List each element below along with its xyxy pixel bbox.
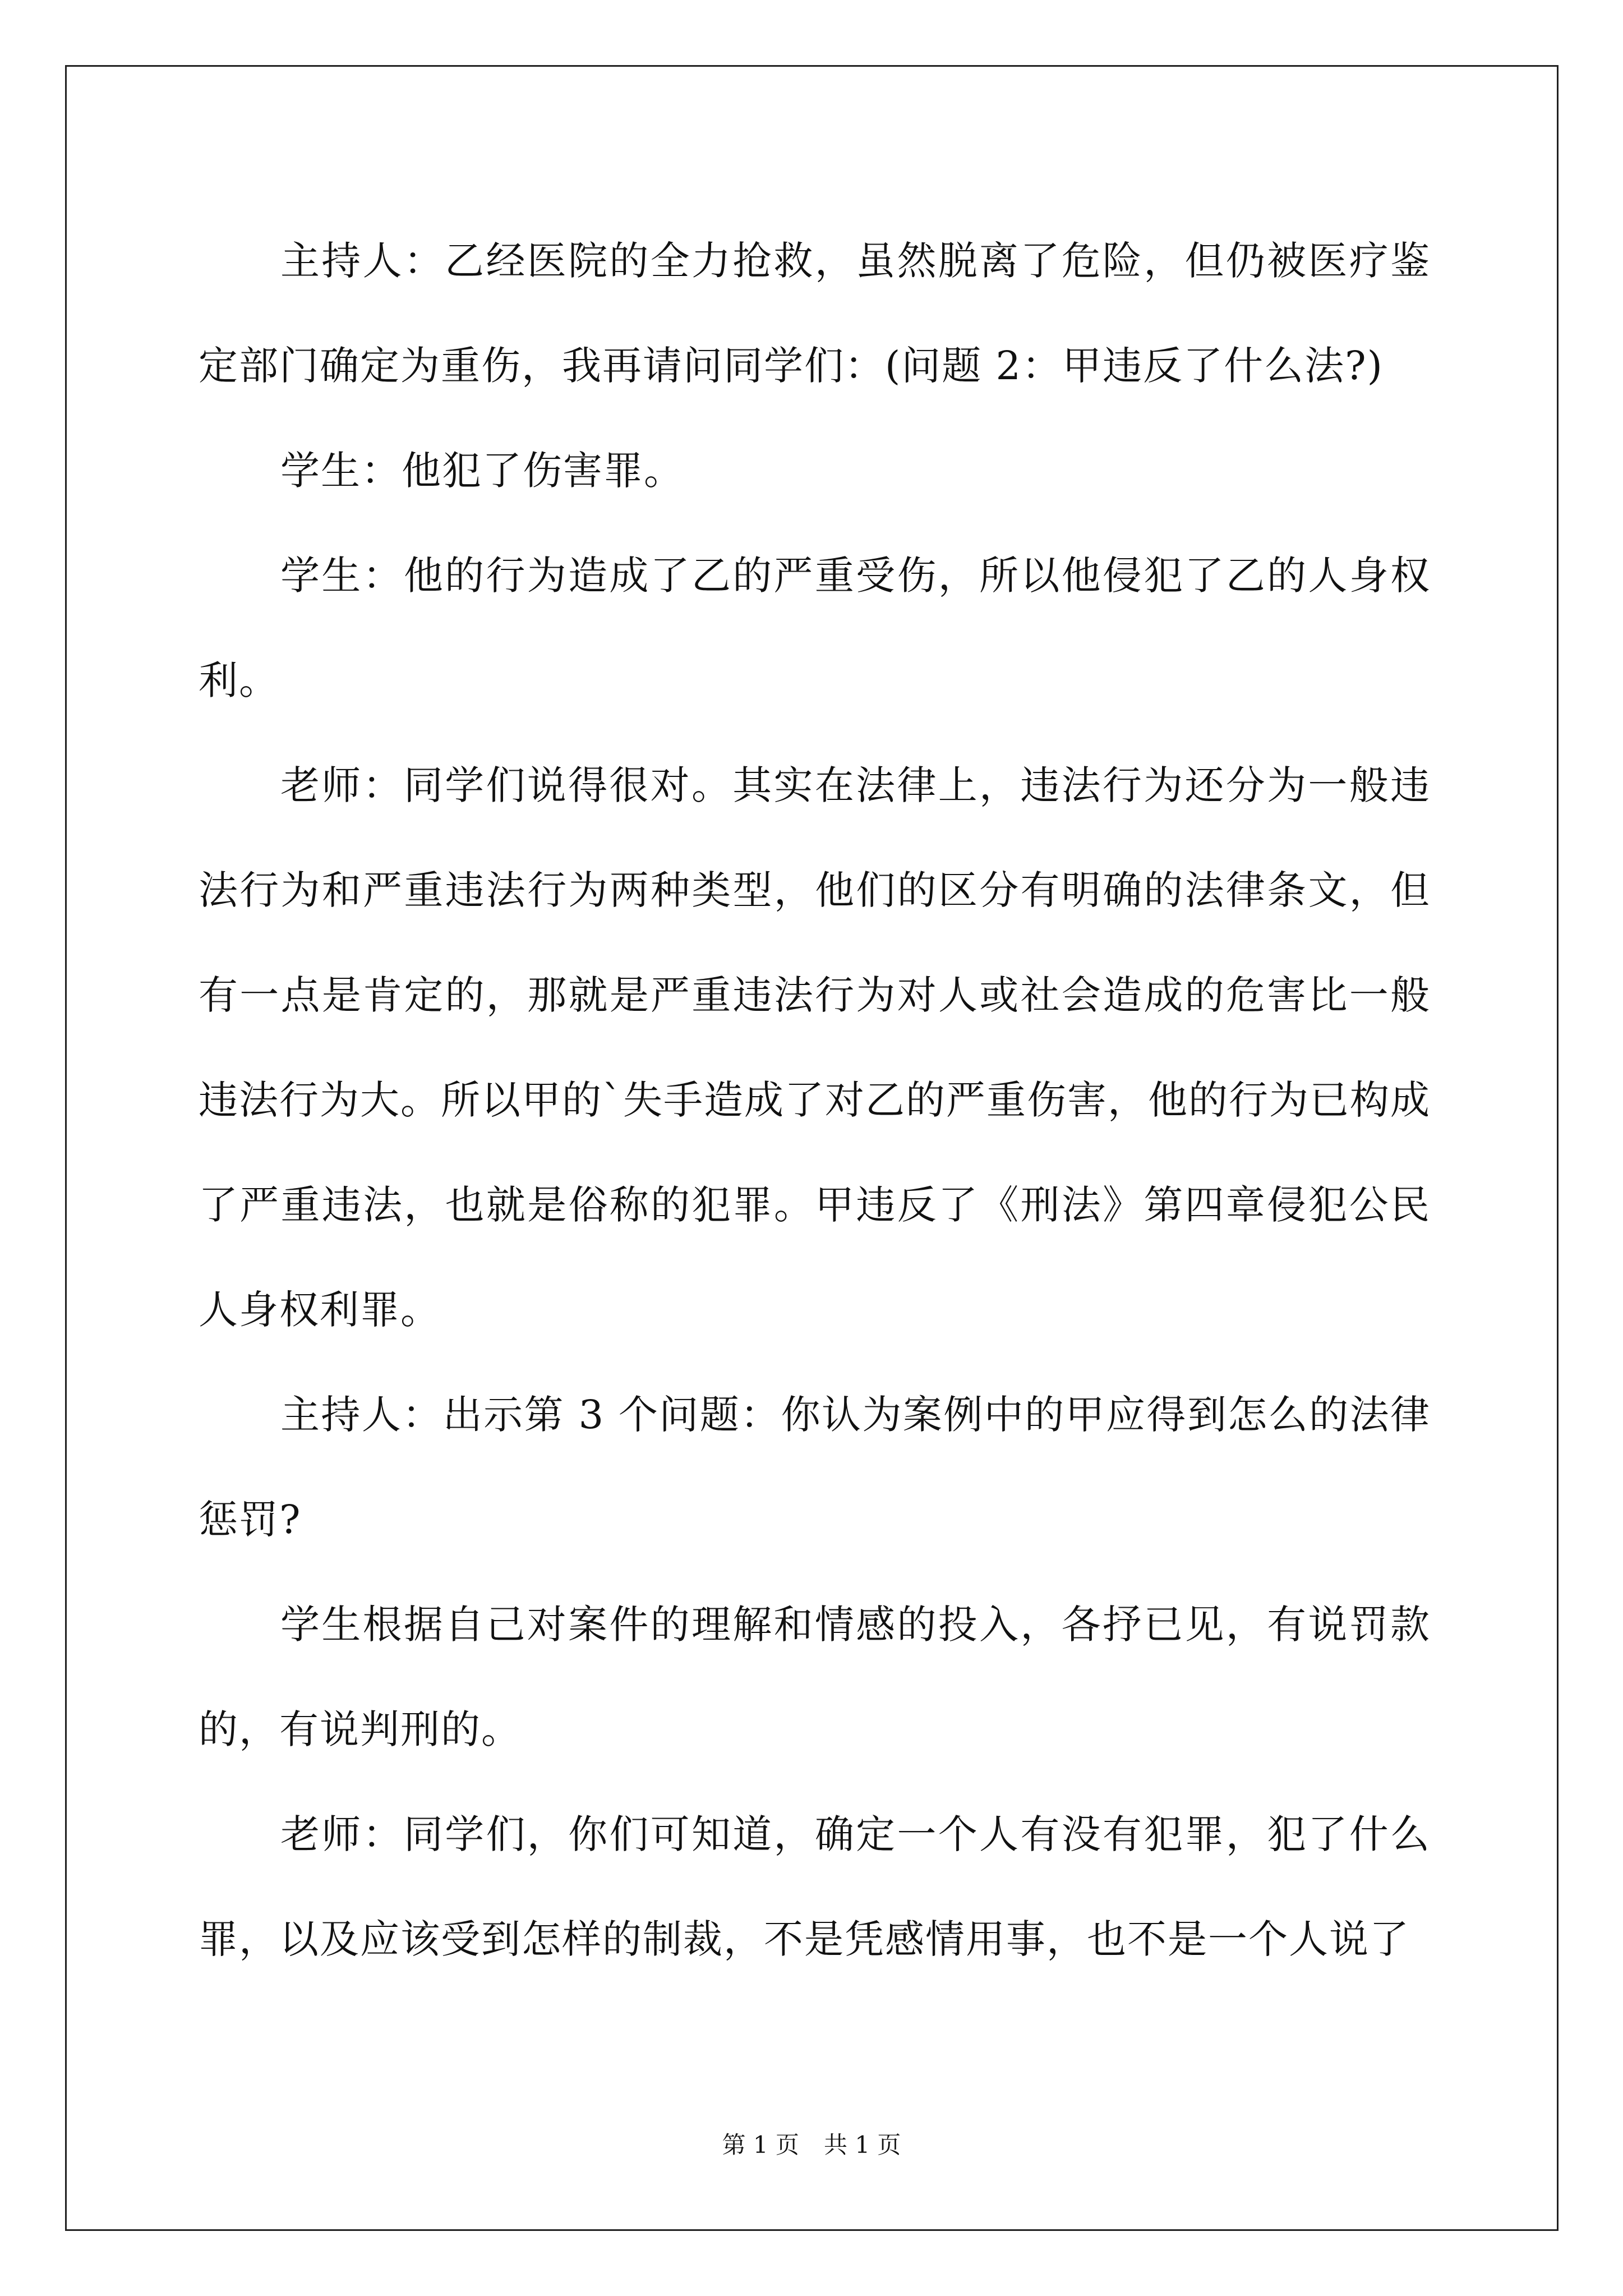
paragraph: 老师：同学们，你们可知道，确定一个人有没有犯罪，犯了什么罪，以及应该受到怎样的制裁，不是凭感情用事，也不是一个人说了	[199, 1811, 1431, 1962]
paragraph: 主持人：乙经医院的全力抢救，虽然脱离了危险，但仍被医疗鉴定部门确定为重伤，我再请问同学们：(问题 2：甲违反了什么法?)	[199, 238, 1431, 389]
paragraph: 老师：同学们说得很对。其实在法律上，违法行为还分为一般违法行为和严重违法行为两种类型，他们的区分有明确的法律条文，但有一点是肯定的，那就是严重违法行为对人或社会造成的危害比一般违法行为大。所以甲的`失手造成了对乙的严重伤害，他的行为已构成了严重违法，也就是俗称的犯罪。甲违反了《刑法》第四章侵犯公民人身权利罪。	[199, 762, 1431, 1333]
page-total: 共 1 页	[824, 2131, 901, 2159]
page-number: 第 1 页	[722, 2131, 799, 2159]
paragraph: 主持人：出示第 3 个问题：你认为案例中的甲应得到怎么的法律惩罚?	[199, 1392, 1431, 1543]
page-footer	[0, 2127, 1623, 2160]
paragraph: 学生：他犯了伤害罪。	[280, 448, 684, 494]
paragraph: 学生：他的行为造成了乙的严重受伤，所以他侵犯了乙的人身权利。	[199, 553, 1431, 703]
document-body	[199, 209, 1431, 1992]
paragraph: 学生根据自己对案件的理解和情感的投入，各抒已见，有说罚款的，有说判刑的。	[199, 1602, 1431, 1752]
